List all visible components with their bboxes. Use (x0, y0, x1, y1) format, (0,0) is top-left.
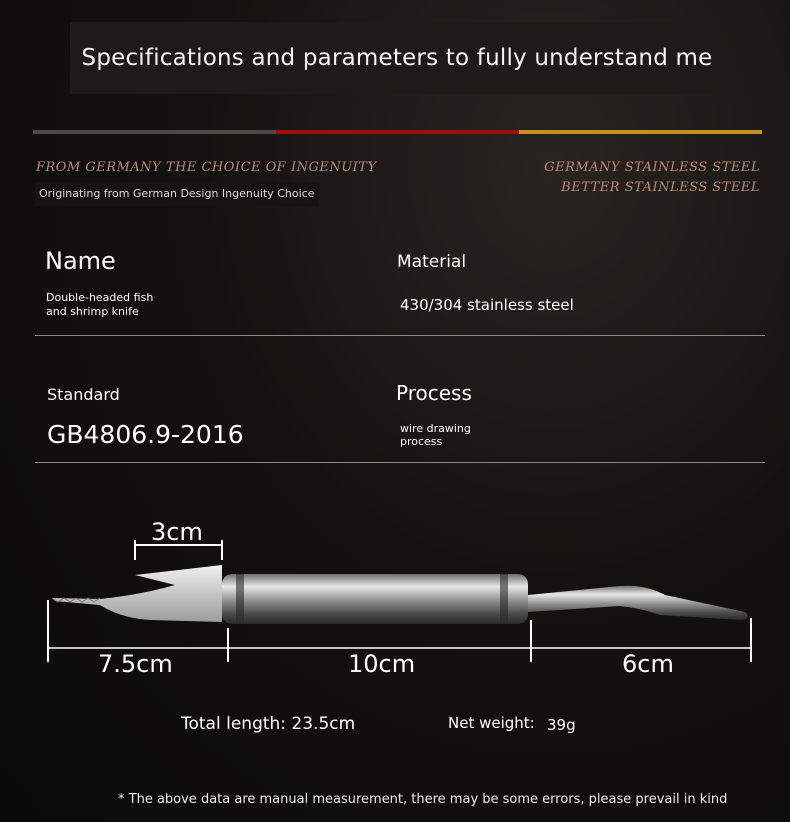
row-divider-1 (35, 335, 765, 336)
handle (222, 574, 528, 624)
process-value-2: process (400, 435, 443, 448)
material-value: 430/304 stainless steel (400, 296, 574, 314)
name-label: Name (45, 247, 116, 275)
standard-value: GB4806.9-2016 (47, 420, 244, 449)
brand-script-right-2: BETTER STAINLESS STEEL (561, 180, 760, 195)
handle-ring-left (236, 574, 244, 624)
row-divider-2 (35, 462, 765, 463)
blade-shape (52, 565, 222, 622)
name-value-1: Double-headed fish (46, 291, 154, 304)
process-value-1: wire drawing (400, 422, 471, 435)
header-banner (70, 22, 724, 94)
name-value-2: and shrimp knife (46, 305, 139, 318)
tail-length-label: 6cm (622, 650, 674, 678)
divider-gold (519, 130, 762, 134)
page-title: Specifications and parameters to fully understand me (81, 45, 713, 71)
standard-label: Standard (47, 385, 120, 404)
tail-shape (528, 586, 748, 620)
handle-length-label: 10cm (348, 650, 416, 678)
handle-ring-right (500, 574, 508, 624)
blade-length-label: 7.5cm (98, 650, 173, 678)
process-label: Process (396, 381, 472, 405)
divider-grey (33, 130, 276, 134)
divider-red (276, 130, 519, 134)
total-length: Total length: 23.5cm (181, 714, 356, 734)
brand-script-left: FROM GERMANY THE CHOICE OF INGENUITY (36, 160, 377, 175)
head-width-label: 3cm (151, 518, 203, 546)
brand-caption: Originating from German Design Ingenuity Choice (35, 182, 319, 206)
net-weight-label: Net weight: (448, 714, 535, 732)
material-label: Material (397, 252, 467, 272)
net-weight-value: 39g (547, 716, 576, 734)
footnote: * The above data are manual measurement, there may be some errors, please prevail in kind (118, 792, 728, 807)
brand-script-right-1: GERMANY STAINLESS STEEL (544, 160, 760, 175)
